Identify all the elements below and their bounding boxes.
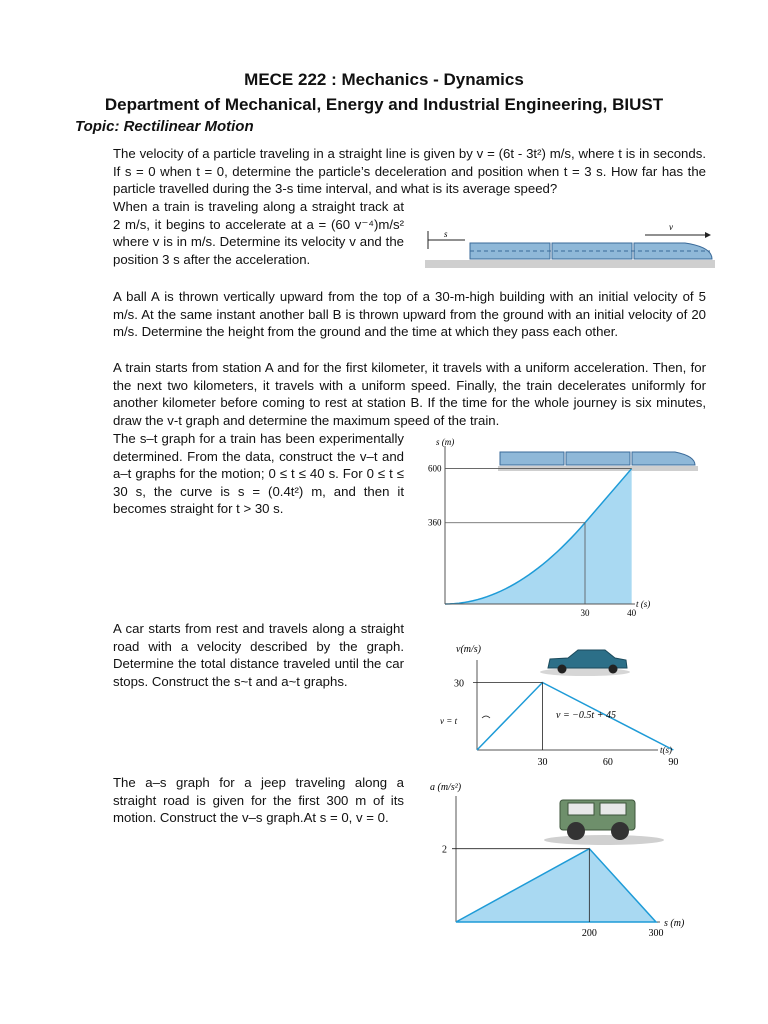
st-shaded-area xyxy=(445,469,632,604)
v-arrowhead xyxy=(705,232,711,238)
vt-eq-right: v = −0.5t + 45 xyxy=(556,710,616,721)
vt-graph xyxy=(420,638,720,773)
problem-6-text: A car starts from rest and travels along a straight road with a velocity described by the graph. Determine the total distance traveled until the car stops. Construct the s~t and a~t graphs. xyxy=(113,621,404,689)
train-figure-1 xyxy=(420,215,720,275)
as-xtick-200: 200 xyxy=(581,928,597,939)
vt-eq-left: v = t xyxy=(440,716,458,726)
vt-ylabel: v(m/s) xyxy=(456,644,481,655)
train-illustration-2 xyxy=(498,452,698,471)
problem-7-text: The a–s graph for a jeep traveling along a straight road is given for the first 300 m of its motion. Construct the v–s graph.At s = 0, v = 0. xyxy=(113,775,404,826)
vt-ytick-30: 30 xyxy=(454,678,464,690)
vt-xtick-30: 30 xyxy=(537,757,548,768)
as-ytick-2: 2 xyxy=(442,844,447,856)
st-ylabel: s (m) xyxy=(436,437,455,447)
as-shaded-area xyxy=(456,849,656,922)
vt-eq-pointer xyxy=(482,716,490,718)
problem-3-text: A ball A is thrown vertically upward from the top of a 30-m-high building with an initial velocity of 5 m/s. At the same instant another ball B is thrown upward from the ground with an initial velocity of 20 m/s. Determine the height from the ground and the time at which they pass each other. xyxy=(113,289,706,340)
as-xlabel: s (m) xyxy=(664,918,685,929)
train-illustration xyxy=(425,243,715,268)
st-xlabel: t (s) xyxy=(636,599,651,609)
as-ylabel: a (m/s²) xyxy=(430,782,462,793)
vt-xlabel: t(s) xyxy=(660,745,672,755)
v-label: v xyxy=(669,222,673,232)
st-ytick-600: 600 xyxy=(428,463,442,474)
problem-2-text: When a train is traveling along a straight track at 2 m/s, it begins to accelerate at a = (60 v⁻⁴)m/s² where v is in m/s. Determine its velocity v and the position 3 s after the acceleration. xyxy=(113,199,404,267)
department-title: Department of Mechanical, Energy and Industrial Engineering, BIUST xyxy=(104,95,664,114)
as-xtick-300: 300 xyxy=(648,928,664,939)
topic-heading: Topic: Rectilinear Motion xyxy=(75,118,254,135)
problem-5-text: The s–t graph for a train has been experimentally determined. From the data, construct the v–t and a–t graphs for the motion; 0 ≤ t ≤ 40 s. For 0 ≤ t ≤ 30 s, the curve is s = (0.4t²) m, and then it becomes straight for t > 30 s. xyxy=(113,431,404,517)
jeep-illustration xyxy=(544,800,664,845)
s-label: s xyxy=(444,229,448,239)
car-illustration xyxy=(540,650,630,676)
st-xtick-30: 30 xyxy=(580,608,590,618)
vt-xtick-60: 60 xyxy=(602,757,613,768)
course-title: MECE 222 : Mechanics - Dynamics xyxy=(244,70,524,89)
st-xtick-40: 40 xyxy=(627,608,637,618)
vt-xtick-90: 90 xyxy=(668,757,679,768)
problem-4-text: A train starts from station A and for the first kilometer, it travels with a uniform acceleration. Then, for the next two kilometers, it travels with a uniform speed. Finally, the train decelerates uniformly for another kilometer before coming to rest at station B. If the time for the whole journey is six minutes, draw the v-t graph and determine the maximum speed of the train. xyxy=(113,360,706,428)
st-ytick-360: 360 xyxy=(428,517,442,528)
problem-1-text: The velocity of a particle traveling in a straight line is given by v = (6t - 3t²) m/s, where t is in seconds. If s = 0 when t = 0, determine the particle’s deceleration and position when t = 3 s. How far has the particle travelled during the 3-s time interval, and what is its average speed? xyxy=(113,146,706,197)
st-graph xyxy=(420,432,720,622)
as-graph xyxy=(420,776,720,946)
